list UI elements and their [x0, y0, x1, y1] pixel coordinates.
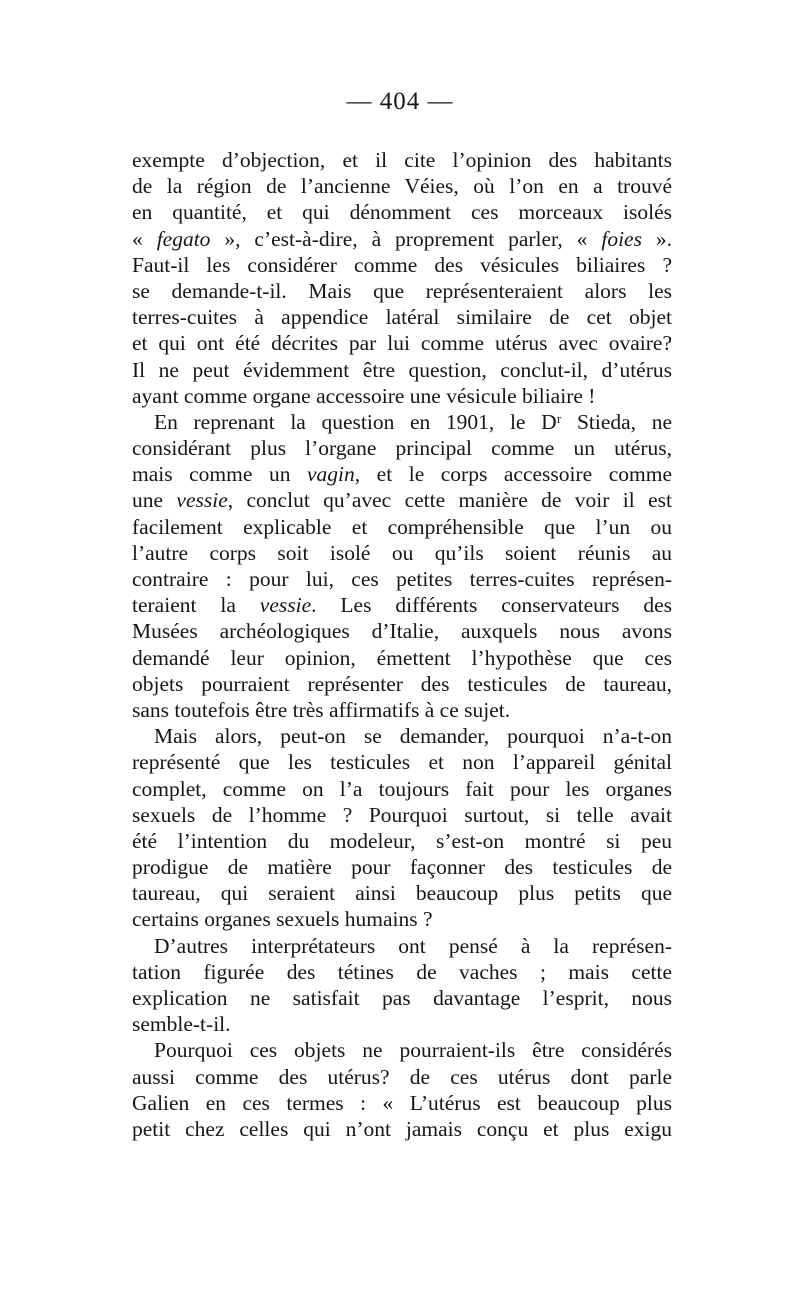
text-line: exempte d’objection, et il cite l’opinion des habitants [132, 148, 672, 172]
text-run: « [132, 226, 157, 251]
text-run: , conclut qu’avec cette manière de voir il est [227, 488, 672, 513]
text-run: , et le corps accessoire comme [354, 462, 673, 487]
text-run: ». [641, 226, 673, 251]
italic-term: foies [601, 226, 642, 251]
italic-term: vessie [176, 488, 228, 513]
text-line: sans toutefois être très affirmatifs à ce sujet. [132, 697, 511, 722]
italic-term: fegato [156, 226, 211, 251]
text-line: certains organes sexuels humains ? [132, 907, 433, 932]
text-line [132, 226, 672, 252]
text-line: contraire : pour lui, ces petites terres-cuites représen- [132, 567, 672, 591]
text-line: facilement explicable et compréhensible que l’un ou [132, 514, 672, 539]
text-line: semble-t-il. [132, 1012, 231, 1037]
text-line: petit chez celles qui n’ont jamais conçu et plus exigu [132, 1116, 672, 1141]
text-line: représenté que les testicules et non l’appareil génital [132, 750, 672, 775]
text-line: été l’intention du modeleur, s’est-on montré si peu [132, 828, 672, 853]
text-line: sexuels de l’homme ? Pourquoi surtout, si telle avait [132, 802, 672, 827]
text-line: de la région de l’ancienne Véies, où l’on en a trouvé [132, 174, 672, 199]
text-run: », c’est-à-dire, à proprement parler, « [210, 226, 602, 251]
text-line: Mais alors, peut-on se demander, pourquoi n’a-t-on [154, 724, 672, 749]
italic-term: vagin [306, 462, 355, 487]
text-line: ayant comme organe accessoire une vésicule biliaire ! [132, 383, 596, 408]
text-line [132, 592, 672, 618]
text-line: En reprenant la question en 1901, le Dʳ Stieda, ne [154, 409, 672, 434]
text-line: D’autres interprétateurs ont pensé à la représen- [154, 933, 672, 958]
text-line: Faut-il les considérer comme des vésicules biliaires ? [132, 252, 672, 277]
text-line: tation figurée des tétines de vaches ; mais cette [132, 959, 672, 984]
page-number: — 404 — [346, 88, 454, 115]
text-line: l’autre corps soit isolé ou qu’ils soient réunis au [132, 540, 672, 565]
text-line: considérant plus l’organe principal comme un utérus, [132, 436, 672, 461]
text-line: se demande-t-il. Mais que représenteraient alors les [132, 278, 672, 303]
text-line [132, 487, 672, 513]
body-text [132, 147, 672, 1142]
text-line [132, 461, 672, 487]
italic-term: vessie [259, 593, 312, 618]
text-run: mais comme un [132, 462, 307, 487]
text-line: explication ne satisfait pas davantage l’esprit, nous [132, 986, 672, 1010]
text-line: aussi comme des utérus? de ces utérus dont parle [132, 1064, 672, 1089]
text-line: Pourquoi ces objets ne pourraient-ils être considérés [154, 1038, 672, 1063]
text-line: Il ne peut évidemment être question, conclut-il, d’utérus [132, 357, 672, 382]
text-line: Galien en ces termes : « L’utérus est beaucoup plus [132, 1090, 672, 1115]
text-run: une [132, 488, 177, 513]
text-line: complet, comme on l’a toujours fait pour les organes [132, 776, 672, 801]
text-line: demandé leur opinion, émettent l’hypothèse que ces [132, 645, 672, 670]
text-line: Musées archéologiques d’Italie, auxquels nous avons [132, 619, 672, 644]
text-line: objets pourraient représenter des testicules de taureau, [132, 671, 672, 696]
text-line: taureau, qui seraient ainsi beaucoup plus petits que [132, 881, 672, 906]
text-line: et qui ont été décrites par lui comme utérus avec ovaire? [132, 331, 672, 356]
text-line: en quantité, et qui dénomment ces morceaux isolés [132, 200, 672, 225]
text-line: prodigue de matière pour façonner des testicules de [132, 855, 672, 880]
text-run: . Les différents conservateurs des [311, 593, 672, 618]
text-run: teraient la [132, 593, 260, 618]
text-line: terres-cuites à appendice latéral similaire de cet objet [132, 305, 672, 330]
